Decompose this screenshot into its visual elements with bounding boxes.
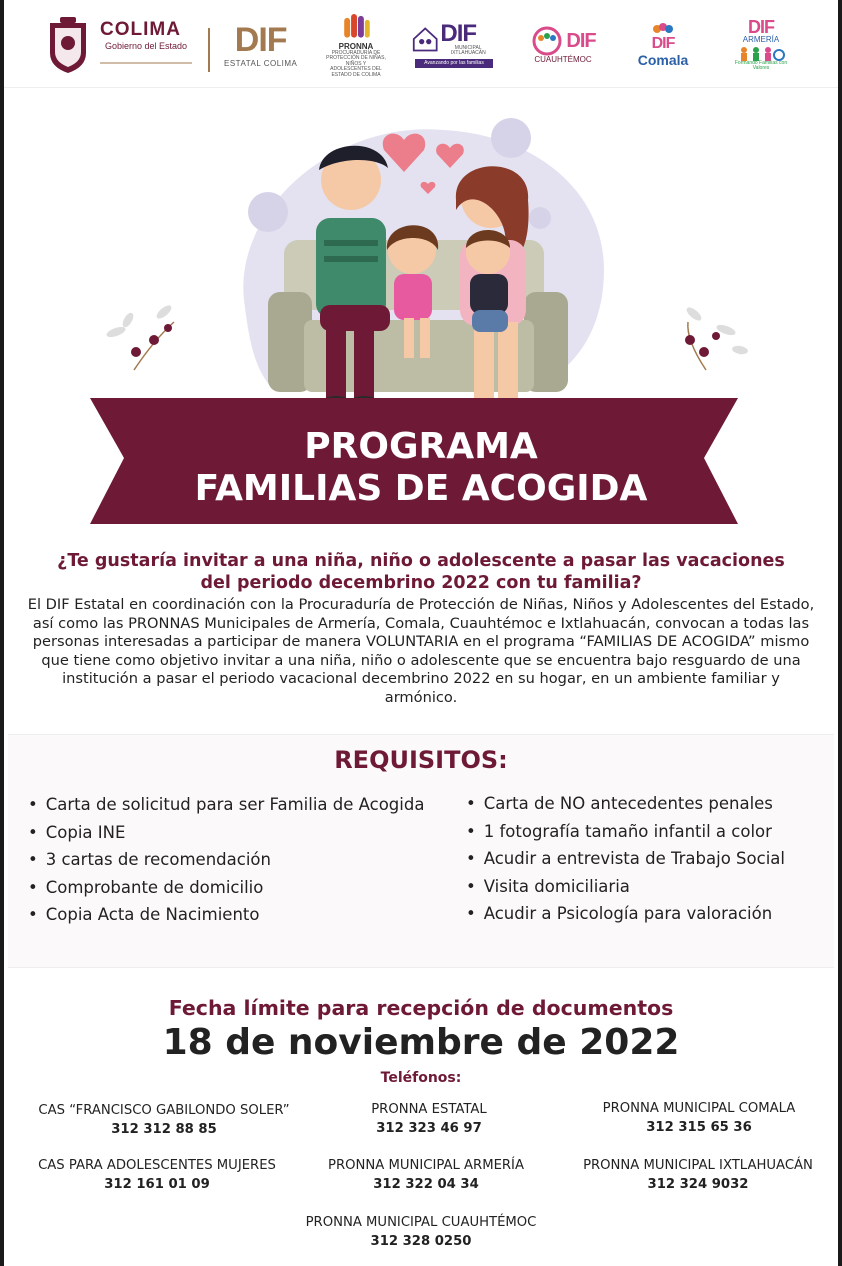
title-line-2: FAMILIAS DE ACOGIDA xyxy=(194,468,648,509)
decor-circle-left xyxy=(248,192,288,232)
contact-pronna-comala: PRONNA MUNICIPAL COMALA 312 315 65 36 xyxy=(602,1101,796,1135)
dif-comala-name: DIF xyxy=(651,35,675,52)
list-item: • Acudir a Psicología para valoración xyxy=(466,900,785,928)
dad-shirt xyxy=(316,218,386,318)
list-item: • Carta de solicitud para ser Familia de Acogida xyxy=(28,791,424,819)
flyer-page xyxy=(4,0,838,1266)
logo-bar xyxy=(4,0,838,88)
list-item: • Copia Acta de Nacimiento xyxy=(28,901,424,929)
house-icon xyxy=(412,24,438,54)
logo-divider xyxy=(208,28,210,72)
colima-shield-icon xyxy=(46,15,90,75)
dif-ixtlahuacan-logo xyxy=(412,12,496,78)
dif-estatal-logo xyxy=(224,12,297,78)
contact-pronna-armeria: PRONNA MUNICIPAL ARMERÍA 312 322 04 34 xyxy=(328,1158,524,1192)
deadline-label: Fecha límite para recepción de documentos xyxy=(168,996,674,1020)
contact-pronna-cuauhtemoc: PRONNA MUNICIPAL CUAUHTÉMOC 312 328 0250 xyxy=(305,1215,537,1249)
boy-shirt xyxy=(470,274,508,314)
dif-cuauhtemoc-logo xyxy=(528,12,598,78)
comala-people-icon xyxy=(651,22,675,36)
decor-circle-right xyxy=(529,207,551,229)
list-item: • 1 fotografía tamaño infantil a color xyxy=(466,818,785,846)
contact-cas-gabilondo: CAS “FRANCISCO GABILONDO SOLER” 312 312 88 85 xyxy=(38,1103,290,1137)
colima-logo xyxy=(46,12,192,78)
phones-label: Teléfonos: xyxy=(380,1070,462,1086)
pronna-logo xyxy=(326,12,386,78)
dif-armeria-logo xyxy=(726,12,796,78)
colima-subtitle: Gobierno del Estado xyxy=(104,41,188,51)
dif-ixtlahuacan-slogan: Avanzando por las familias xyxy=(415,59,493,69)
intro-question: ¿Te gustaría invitar a una niña, niño o adolescente a pasar las vacaciones del periodo decembrino 2022 con tu familia? xyxy=(57,551,785,593)
contact-pronna-ixtlahuacan: PRONNA MUNICIPAL IXTLAHUACÁN 312 324 9032 xyxy=(583,1158,813,1192)
dif-estatal-name: DIF xyxy=(234,20,287,59)
colima-ornament-icon xyxy=(100,60,192,66)
requirements-list-right xyxy=(466,790,785,928)
dif-comala-logo xyxy=(634,12,692,78)
dif-comala-subtitle: Comala xyxy=(637,52,689,68)
list-item: • Acudir a entrevista de Trabajo Social xyxy=(466,845,785,873)
colima-name: COLIMA xyxy=(100,19,181,40)
pronna-name: PRONNA xyxy=(338,41,374,51)
branch-right-icon xyxy=(685,305,749,370)
deadline-date: 18 de noviembre de 2022 xyxy=(162,1022,680,1063)
pronna-hands-icon xyxy=(338,12,374,42)
dif-estatal-subtitle: ESTATAL COLIMA xyxy=(224,58,298,68)
contact-pronna-estatal: PRONNA ESTATAL 312 323 46 97 xyxy=(371,1102,487,1136)
requirements-title: REQUISITOS: xyxy=(334,746,508,774)
list-item: • Carta de NO antecedentes penales xyxy=(466,790,785,818)
dif-armeria-name: DIF xyxy=(748,17,774,38)
cuauhtemoc-family-icon xyxy=(530,26,564,56)
list-item: • Comprobante de domicilio xyxy=(28,874,424,902)
dif-cuauhtemoc-name: DIF xyxy=(566,29,596,52)
pronna-subtitle: PROCURADURÍA DE PROTECCIÓN DE NIÑAS, NIÑOS Y ADOLESCENTES DEL ESTADO DE COLIMA xyxy=(326,49,386,78)
branch-left-icon xyxy=(105,303,174,370)
requirements-list-left xyxy=(28,791,424,929)
list-item: • 3 cartas de recomendación xyxy=(28,846,424,874)
intro-body: El DIF Estatal en coordinación con la Procuraduría de Protección de Niñas, Niños y Adolescentes del Estado, así como las PRONNAS Municipales de Armería, Comala, Cuauhtémoc e Ixtlahuacán, convocan a todas las personas interesadas a participar de manera VOLUNTARIA en el programa “FAMILIAS DE ACOGIDA” mismo que tiene como objetivo invitar a una niña, niño o adolescente que se encuentra bajo resguardo de una institución a pasar el periodo vacacional decembrino 2022 en su hogar, en un ambiente familiar y armónico. xyxy=(27,596,815,706)
boy-pants xyxy=(472,310,508,332)
decor-circle-top xyxy=(491,118,531,158)
list-item: • Copia INE xyxy=(28,819,424,847)
list-item: • Visita domiciliaria xyxy=(466,873,785,901)
title-line-1: PROGRAMA xyxy=(304,426,538,467)
dif-cuauhtemoc-subtitle: CUAUHTÉMOC xyxy=(534,54,592,64)
dif-armeria-subtitle: ARMERÍA xyxy=(742,35,780,45)
dif-armeria-slogan: Formando Familias con Valores xyxy=(734,59,788,72)
contact-cas-adolescentes: CAS PARA ADOLESCENTES MUJERES 312 161 01 09 xyxy=(38,1158,276,1192)
girl-dress xyxy=(394,274,432,320)
dif-ixtlahuacan-subtitle: MUNICIPAL IXTLAHUACÁN xyxy=(450,44,486,57)
dif-ixtlahuacan-name: DIF xyxy=(440,19,477,47)
armeria-family-icon xyxy=(736,45,786,61)
